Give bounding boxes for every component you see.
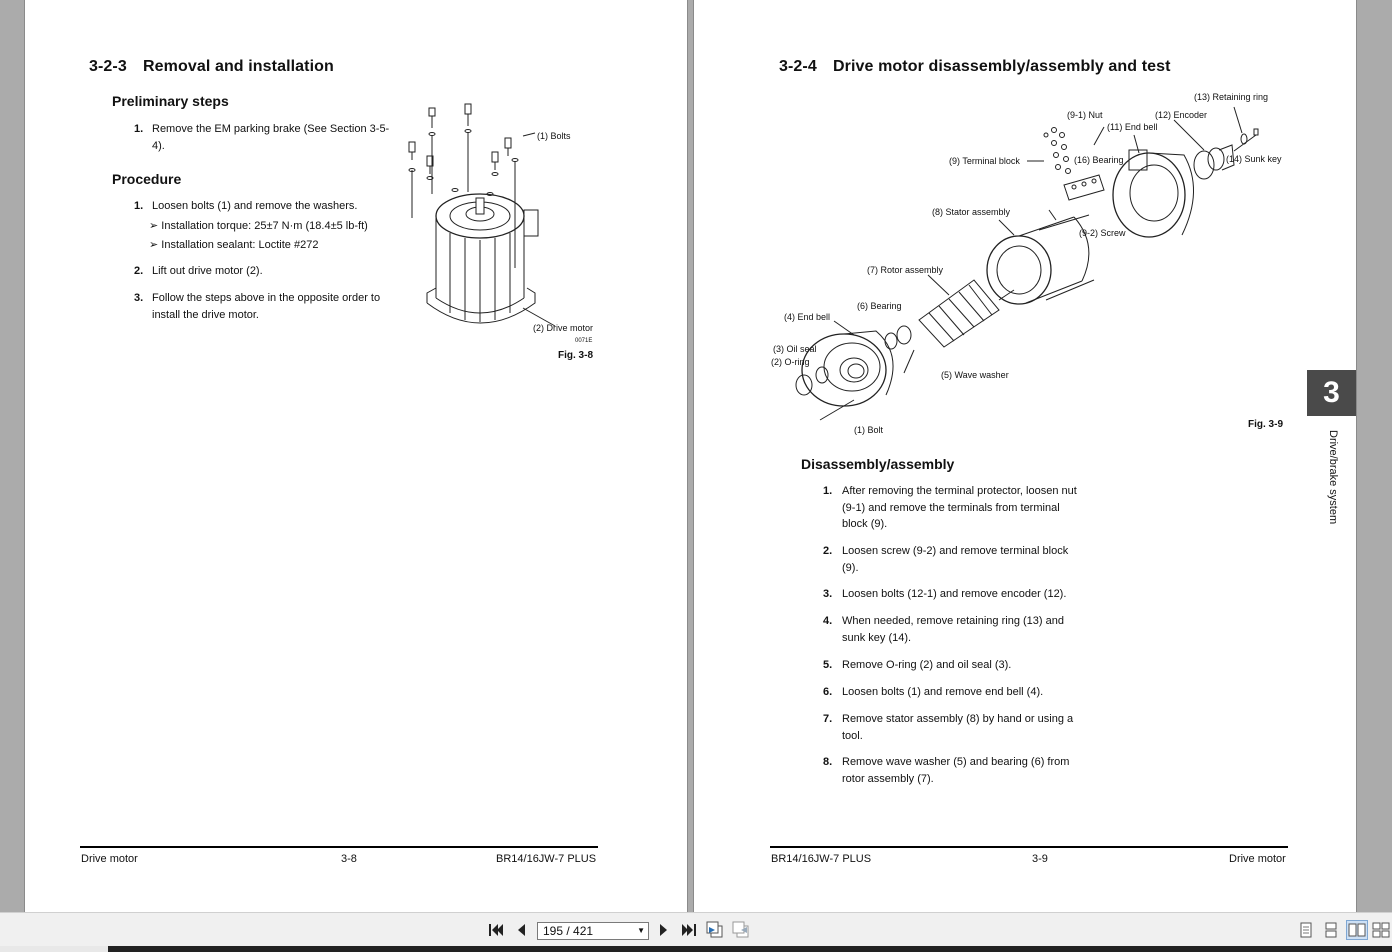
bolt-icon bbox=[492, 152, 498, 170]
first-page-button[interactable] bbox=[487, 920, 505, 940]
footer-rule bbox=[770, 846, 1288, 848]
nut-cluster bbox=[1044, 128, 1071, 174]
previous-view-icon bbox=[706, 921, 724, 939]
footer-page-number: 3-8 bbox=[341, 853, 357, 865]
page-number-field[interactable] bbox=[537, 922, 649, 940]
figure-code: 0071E bbox=[575, 338, 593, 344]
step-number: 7. bbox=[823, 713, 833, 725]
step-number: 2. bbox=[823, 545, 833, 557]
footer-left: Drive motor bbox=[81, 853, 138, 865]
previous-view-button[interactable] bbox=[706, 920, 724, 940]
bolt-icon bbox=[465, 104, 471, 126]
single-page-view-button[interactable] bbox=[1297, 920, 1315, 940]
bolt bbox=[820, 400, 854, 420]
step-number: 2. bbox=[134, 265, 144, 277]
step-number: 5. bbox=[823, 659, 833, 671]
rotor-assembly bbox=[919, 280, 1014, 347]
drive-motor-illustration bbox=[395, 98, 605, 343]
stator-assembly bbox=[987, 215, 1094, 304]
callout-screw: (9-2) Screw bbox=[1079, 228, 1126, 238]
step-text: Loosen screw (9-2) and remove terminal block (9). bbox=[842, 545, 1069, 574]
step-text: Loosen bolts (12-1) and remove encoder (12). bbox=[842, 588, 1067, 600]
continuous-view-icon bbox=[1324, 922, 1338, 938]
callout-oil-seal: (3) Oil seal bbox=[773, 344, 817, 354]
continuous-view-button[interactable] bbox=[1322, 920, 1340, 940]
terminal-block bbox=[1064, 175, 1104, 200]
step-text: Loosen bolts (1) and remove end bell (4). bbox=[842, 686, 1044, 698]
step-number: 6. bbox=[823, 686, 833, 698]
arrow-bullet-icon: ➢ bbox=[149, 239, 162, 251]
callout-nut: (9-1) Nut bbox=[1067, 110, 1103, 120]
disassembly-heading: Disassembly/assembly bbox=[801, 456, 955, 472]
footer-right: Drive motor bbox=[1229, 853, 1286, 865]
right-page bbox=[693, 0, 1357, 912]
next-view-icon bbox=[732, 921, 750, 939]
facing-pages-view-button[interactable] bbox=[1346, 920, 1368, 940]
step-number: 1. bbox=[134, 123, 144, 135]
single-page-view-icon bbox=[1299, 922, 1313, 938]
section-number: 3-2-4 bbox=[779, 58, 817, 75]
step-text: When needed, remove retaining ring (13) and sunk key (14). bbox=[842, 615, 1064, 644]
section-title: Drive motor disassembly/assembly and test bbox=[833, 58, 1171, 75]
first-page-icon bbox=[488, 923, 504, 937]
figure-caption: Fig. 3-9 bbox=[1248, 419, 1284, 430]
bolt-icon bbox=[429, 108, 435, 128]
bolt-icon bbox=[409, 142, 415, 160]
continuous-facing-view-button[interactable] bbox=[1372, 920, 1390, 940]
next-page-button[interactable] bbox=[655, 920, 673, 940]
footer-left: BR14/16JW-7 PLUS bbox=[771, 853, 872, 865]
taskbar-strip bbox=[0, 946, 1392, 952]
callout-encoder: (12) Encoder bbox=[1155, 110, 1208, 120]
step-text: Remove O-ring (2) and oil seal (3). bbox=[842, 659, 1012, 671]
viewer-toolbar bbox=[0, 912, 1392, 947]
procedure-heading: Procedure bbox=[112, 171, 182, 187]
previous-page-icon bbox=[515, 923, 527, 937]
callout-bearing-16: (16) Bearing bbox=[1074, 155, 1124, 165]
callout-bolt: (1) Bolt bbox=[854, 425, 884, 435]
step-text: Loosen bolts (1) and remove the washers. bbox=[152, 200, 358, 212]
step-text: Remove wave washer (5) and bearing (6) from rotor assembly (7). bbox=[842, 756, 1070, 785]
bolt-icon bbox=[505, 138, 511, 156]
footer-right: BR14/16JW-7 PLUS bbox=[496, 853, 597, 865]
continuous-facing-view-icon bbox=[1372, 922, 1390, 938]
o-ring bbox=[796, 375, 812, 395]
chapter-title-vertical: Drive/brake system bbox=[1327, 430, 1339, 525]
step-number: 4. bbox=[823, 615, 833, 627]
footer-page-number: 3-9 bbox=[1032, 853, 1048, 865]
callout-bearing-6: (6) Bearing bbox=[857, 301, 902, 311]
callout-terminal-block: (9) Terminal block bbox=[949, 156, 1020, 166]
step-number: 1. bbox=[823, 485, 833, 497]
step-number: 8. bbox=[823, 756, 833, 768]
last-page-icon bbox=[681, 923, 697, 937]
exploded-motor-illustration bbox=[764, 95, 1304, 435]
arrow-bullet-icon: ➢ bbox=[149, 220, 162, 232]
step-text: Lift out drive motor (2). bbox=[152, 265, 263, 277]
step-number: 3. bbox=[823, 588, 833, 600]
callout-stator: (8) Stator assembly bbox=[932, 207, 1011, 217]
facing-pages-view-icon bbox=[1348, 922, 1366, 938]
step-text: Remove the EM parking brake (See Section 3-5-4). bbox=[152, 123, 390, 152]
footer-rule bbox=[80, 846, 598, 848]
sub-item: ➢ Installation torque: 25±7 N·m (18.4±5 lb-ft) bbox=[149, 220, 368, 232]
step-number: 3. bbox=[134, 292, 144, 304]
step-text: Follow the steps above in the opposite order to install the drive motor. bbox=[152, 292, 381, 321]
previous-page-button[interactable] bbox=[512, 920, 530, 940]
callout-wave-washer: (5) Wave washer bbox=[941, 370, 1009, 380]
chevron-down-icon[interactable]: ▼ bbox=[637, 926, 645, 935]
preliminary-heading: Preliminary steps bbox=[112, 93, 229, 109]
next-page-icon bbox=[658, 923, 670, 937]
sub-item: ➢ Installation sealant: Loctite #272 bbox=[149, 239, 319, 251]
chapter-tab: 3 bbox=[1307, 370, 1356, 416]
callout-end-bell-11: (11) End bell bbox=[1107, 122, 1158, 132]
next-view-button[interactable] bbox=[732, 920, 750, 940]
sunk-key bbox=[1254, 129, 1258, 135]
left-page bbox=[24, 0, 688, 912]
callout-end-bell-4: (4) End bell bbox=[784, 312, 831, 322]
callout-bolts: (1) Bolts bbox=[537, 131, 571, 141]
callout-retaining-ring: (13) Retaining ring bbox=[1194, 92, 1269, 102]
callout-o-ring: (2) O-ring bbox=[771, 357, 810, 367]
section-title: Removal and installation bbox=[143, 58, 334, 75]
section-number: 3-2-3 bbox=[89, 58, 127, 75]
callout-drive-motor: (2) Drive motor bbox=[533, 323, 594, 333]
callout-sunk-key: (14) Sunk key bbox=[1226, 154, 1282, 164]
oil-seal bbox=[816, 367, 828, 383]
figure-caption: Fig. 3-8 bbox=[558, 350, 594, 361]
end-bell-rear bbox=[1113, 150, 1194, 237]
step-text: Remove stator assembly (8) by hand or using a tool. bbox=[842, 713, 1074, 742]
page-indicator: 195 / 421 bbox=[543, 924, 594, 938]
step-text: After removing the terminal protector, loosen nut (9-1) and remove the terminals from terminal block (9). bbox=[842, 485, 1077, 530]
last-page-button[interactable] bbox=[680, 920, 698, 940]
step-number: 1. bbox=[134, 200, 144, 212]
callout-rotor: (7) Rotor assembly bbox=[867, 265, 944, 275]
